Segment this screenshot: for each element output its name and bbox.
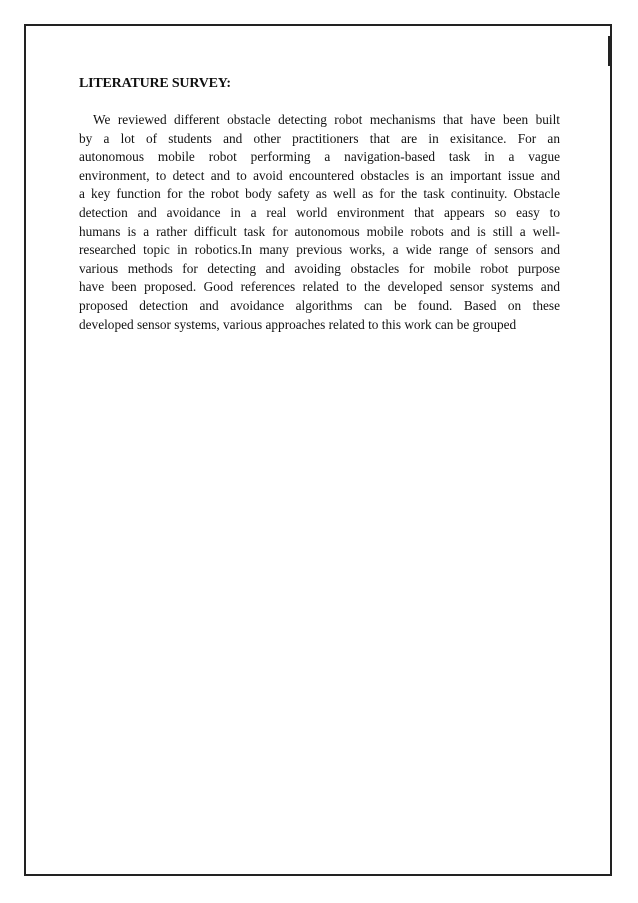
paragraph-line: by a lot of students and other practitioners that are in exisitance. For an xyxy=(79,130,560,146)
paragraph-line: We reviewed different obstacle detecting robot mechanisms that have been built xyxy=(93,112,560,127)
paragraph-line: researched topic in robotics.In many previous works, a wide range of sensors and xyxy=(79,242,560,258)
paragraph-line: a key function for the robot body safety as well as for the task continuity. Obstacle xyxy=(79,186,560,202)
paragraph-line: proposed detection and avoidance algorithms can be found. Based on these xyxy=(79,297,560,313)
document-body xyxy=(79,75,560,334)
page-border-edge-mark xyxy=(608,36,612,66)
paragraph-line: autonomous mobile robot performing a navigation-based task in a vague xyxy=(79,149,560,165)
literature-survey-paragraph xyxy=(79,111,560,334)
paragraph-line: developed sensor systems, various approaches related to this work can be grouped xyxy=(79,316,517,332)
paragraph-line: various methods for detecting and avoiding obstacles for mobile robot purpose xyxy=(79,260,560,276)
paragraph-line: have been proposed. Good references related to the developed sensor systems and xyxy=(79,279,560,295)
paragraph-line: environment, to detect and to avoid encountered obstacles is an important issue and xyxy=(79,167,560,183)
paragraph-line: humans is a rather difficult task for autonomous mobile robots and is still a well- xyxy=(79,223,560,239)
paragraph-line: detection and avoidance in a real world environment that appears so easy to xyxy=(79,204,560,220)
section-heading: LITERATURE SURVEY: xyxy=(79,76,231,91)
